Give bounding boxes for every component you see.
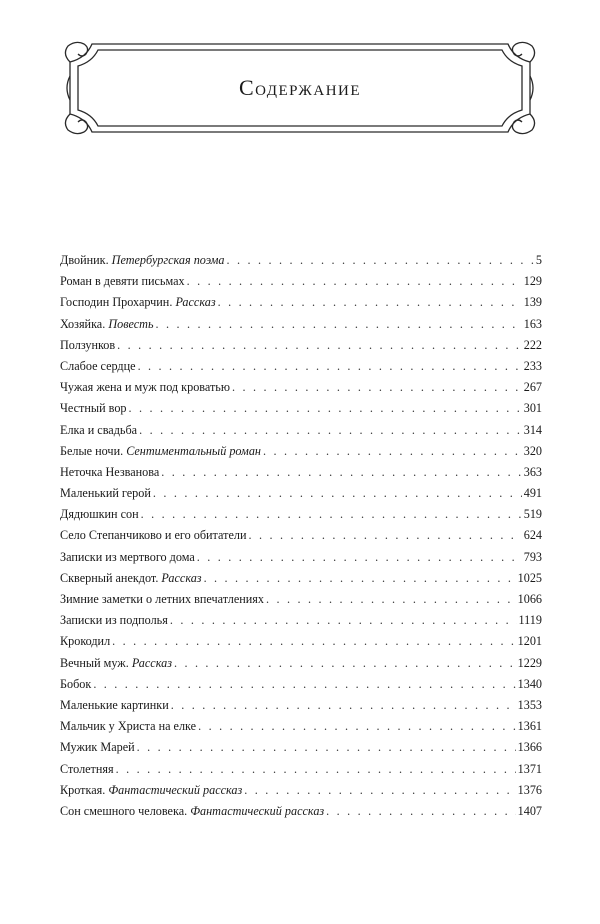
toc-entry-title — [60, 674, 91, 695]
toc-entry — [60, 737, 542, 758]
dot-leader — [138, 356, 522, 377]
toc-entry — [60, 250, 542, 271]
toc-entry — [60, 631, 542, 652]
dot-leader — [197, 547, 522, 568]
toc-entry-main-title: Мужик Марей — [60, 740, 135, 755]
toc-entry-page-number: 363 — [523, 464, 542, 479]
toc-entry-page-number: 222 — [523, 337, 542, 352]
toc-entry-main-title: Белые ночи. — [60, 443, 127, 458]
dot-leader — [326, 801, 515, 822]
dot-leader — [117, 335, 522, 356]
toc-entry-page-number: 624 — [523, 528, 542, 543]
toc-entry-main-title: Бобок — [60, 676, 92, 691]
toc-entry — [60, 335, 542, 356]
toc-entry-main-title: Слабое сердце — [60, 358, 136, 373]
dot-leader — [153, 483, 522, 504]
toc-entry — [60, 568, 542, 589]
toc-entry-page-number: 1361 — [517, 719, 542, 734]
toc-entry — [60, 801, 542, 822]
toc-entry — [60, 483, 542, 504]
toc-entry-main-title: Записки из мертвого дома — [60, 549, 195, 564]
toc-entry-page-number: 233 — [523, 358, 542, 373]
toc-entry-title — [60, 462, 159, 483]
toc-entry-main-title: Честный вор — [60, 401, 127, 416]
toc-entry-title — [60, 653, 172, 674]
toc-entry-title — [60, 377, 230, 398]
toc-entry-main-title: Дядюшкин сон — [60, 507, 139, 522]
toc-entry-page-number: 129 — [523, 274, 542, 289]
toc-entry-page-number: 1353 — [517, 697, 542, 712]
toc-entry-page-number: 519 — [523, 507, 542, 522]
toc-entry-main-title: Мальчик у Христа на елке — [60, 719, 197, 734]
dot-leader — [263, 441, 522, 462]
toc-entry-page-number: 267 — [523, 380, 542, 395]
toc-entry — [60, 653, 542, 674]
toc-entry-main-title: Маленькие картинки — [60, 697, 169, 712]
toc-entry-title — [60, 356, 136, 377]
dot-leader — [232, 377, 522, 398]
toc-entry-title — [60, 568, 202, 589]
toc-entry-title — [60, 420, 137, 441]
page-title: Содержание — [238, 75, 362, 100]
toc-entry — [60, 525, 542, 546]
toc-entry-main-title: Елка и свадьба — [60, 422, 138, 437]
dot-leader — [187, 271, 522, 292]
toc-entry-title — [60, 398, 127, 419]
dot-leader — [156, 314, 522, 335]
toc-entry-main-title: Записки из подполья — [60, 613, 168, 628]
toc-entry-title — [60, 716, 196, 737]
toc-entry — [60, 314, 542, 335]
toc-entry-subtitle: Рассказ — [175, 295, 216, 310]
toc-entry — [60, 356, 542, 377]
toc-entry-title — [60, 547, 195, 568]
toc-entry — [60, 420, 542, 441]
toc-entry-page-number: 1340 — [517, 676, 542, 691]
toc-entry-main-title: Сон смешного человека. — [60, 803, 191, 818]
dot-leader — [248, 525, 521, 546]
toc-entry-page-number: 1371 — [517, 761, 542, 776]
dot-leader — [112, 631, 515, 652]
toc-entry-subtitle: Петербургская поэма — [111, 253, 225, 267]
title-frame — [62, 36, 538, 140]
dot-leader — [116, 759, 516, 780]
toc-entry-main-title: Ползунков — [60, 337, 116, 352]
toc-entry-page-number: 301 — [523, 401, 542, 416]
table-of-contents — [60, 250, 542, 822]
toc-entry-page-number: 320 — [523, 443, 542, 458]
toc-entry — [60, 674, 542, 695]
dot-leader — [161, 462, 521, 483]
dot-leader — [198, 716, 516, 737]
dot-leader — [171, 695, 516, 716]
toc-entry — [60, 377, 542, 398]
toc-entry — [60, 462, 542, 483]
toc-entry-main-title: Двойник. — [60, 253, 112, 267]
toc-entry-page-number: 1407 — [517, 803, 542, 818]
toc-entry-main-title: Скверный анекдот. — [60, 570, 162, 585]
toc-entry-title — [60, 589, 264, 610]
toc-entry-title — [60, 737, 135, 758]
dot-leader — [170, 610, 517, 631]
toc-entry — [60, 610, 542, 631]
toc-entry-title — [60, 483, 151, 504]
toc-entry-subtitle: Фантастический рассказ — [190, 803, 325, 818]
dot-leader — [174, 653, 516, 674]
dot-leader — [139, 420, 522, 441]
toc-entry-main-title: Роман в девяти письмах — [60, 274, 185, 289]
toc-entry-subtitle: Сентиментальный роман — [126, 443, 261, 458]
toc-entry-main-title: Неточка Незванова — [60, 464, 160, 479]
toc-entry — [60, 589, 542, 610]
toc-entry-title — [60, 801, 324, 822]
toc-entry-title — [60, 250, 225, 271]
toc-entry-main-title: Зимние заметки о летних впечатлениях — [60, 592, 265, 606]
toc-entry-page-number: 491 — [523, 486, 542, 501]
toc-entry — [60, 780, 542, 801]
toc-entry-page-number: 1025 — [517, 570, 542, 585]
toc-entry-page-number: 793 — [523, 549, 542, 564]
toc-entry — [60, 398, 542, 419]
toc-entry — [60, 504, 542, 525]
toc-entry-title — [60, 759, 114, 780]
toc-entry-subtitle: Рассказ — [161, 570, 202, 585]
dot-leader — [244, 780, 515, 801]
toc-entry-main-title: Вечный муж. — [60, 655, 132, 670]
toc-entry-main-title: Кроткая. — [60, 782, 109, 797]
toc-entry-title — [60, 780, 242, 801]
toc-entry-title — [60, 314, 154, 335]
toc-entry-main-title: Крокодил — [60, 634, 111, 649]
toc-entry — [60, 292, 542, 313]
toc-entry — [60, 759, 542, 780]
toc-entry-title — [60, 271, 185, 292]
dot-leader — [204, 568, 516, 589]
toc-entry-main-title: Хозяйка. — [60, 316, 109, 331]
toc-entry-subtitle: Повесть — [108, 316, 154, 331]
toc-entry-main-title: Столетняя — [60, 761, 114, 776]
toc-entry — [60, 441, 542, 462]
dot-leader — [218, 292, 522, 313]
toc-entry — [60, 547, 542, 568]
toc-entry-page-number: 314 — [523, 422, 542, 437]
toc-entry-title — [60, 292, 216, 313]
dot-leader — [129, 398, 522, 419]
toc-entry-title — [60, 335, 115, 356]
toc-entry-title — [60, 695, 169, 716]
toc-entry-main-title: Господин Прохарчин. — [60, 295, 176, 310]
toc-entry-subtitle: Фантастический рассказ — [108, 782, 243, 797]
toc-entry-page-number: 1201 — [517, 634, 542, 649]
toc-entry — [60, 716, 542, 737]
toc-entry-main-title: Чужая жена и муж под кроватью — [60, 380, 230, 395]
dot-leader — [141, 504, 522, 525]
dot-leader — [227, 250, 534, 271]
toc-entry-title — [60, 631, 110, 652]
toc-entry-title — [60, 525, 246, 546]
dot-leader — [137, 737, 516, 758]
toc-entry — [60, 695, 542, 716]
toc-entry-title — [60, 441, 261, 462]
toc-entry-page-number: 1376 — [517, 782, 542, 797]
toc-entry-page-number: 139 — [523, 295, 542, 310]
toc-entry-page-number: 1119 — [518, 613, 542, 628]
toc-entry-page-number: 1066 — [517, 592, 542, 606]
dot-leader — [266, 589, 516, 610]
toc-entry-page-number: 163 — [523, 316, 542, 331]
toc-entry-page-number: 1366 — [517, 740, 542, 755]
toc-entry-subtitle: Рассказ — [131, 655, 172, 670]
toc-entry-page-number: 1229 — [517, 655, 542, 670]
dot-leader — [93, 674, 515, 695]
toc-entry-title — [60, 610, 168, 631]
toc-entry-main-title: Маленький герой — [60, 486, 151, 501]
toc-entry-title — [60, 504, 139, 525]
toc-entry-page-number: 5 — [535, 253, 542, 267]
toc-entry-main-title: Село Степанчиково и его обитатели — [60, 528, 247, 543]
toc-entry — [60, 271, 542, 292]
